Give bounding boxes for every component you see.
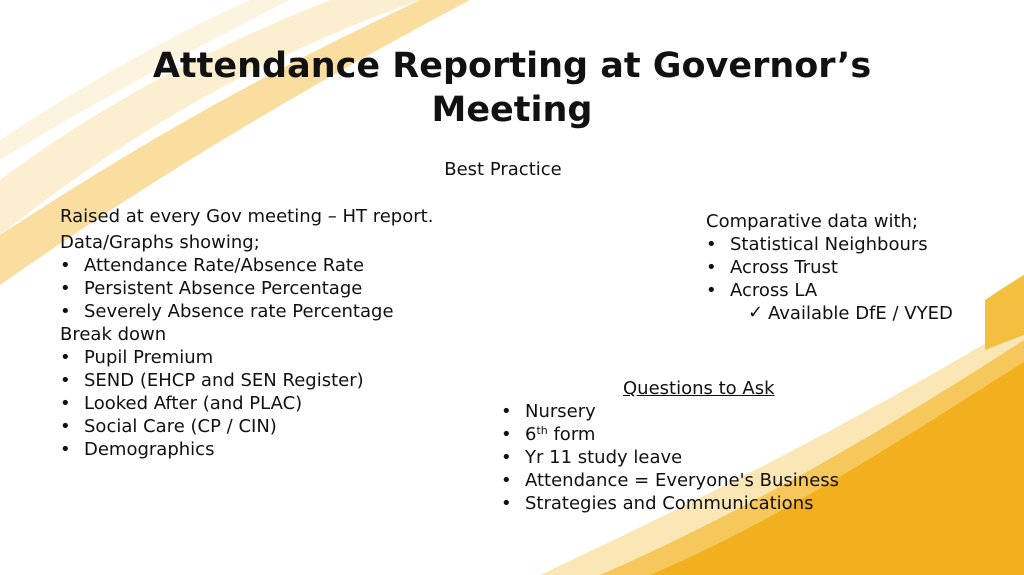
list-item: • Strategies and Communications (501, 492, 839, 515)
checkmark-icon: ✓ (748, 302, 764, 323)
list-item-text: form (547, 424, 596, 445)
ordinal-suffix: th (536, 424, 548, 437)
right-column (706, 210, 953, 325)
list-item: • Social Care (CP / CIN) (60, 415, 433, 438)
list-item: • Looked After (and PLAC) (60, 392, 433, 415)
left-column (60, 205, 433, 461)
slide-title: Attendance Reporting at Governor’s Meeting (152, 46, 872, 130)
check-item-label: Available DfE / VYED (768, 303, 953, 324)
list-item: • Pupil Premium (60, 346, 433, 369)
list-item: • Severely Absence rate Percentage (60, 300, 433, 323)
slide-subtitle: Best Practice (444, 159, 562, 180)
list-item: • SEND (EHCP and SEN Register) (60, 369, 433, 392)
list-item: • Persistent Absence Percentage (60, 277, 433, 300)
raised-every-meeting-text: Raised at every Gov meeting – HT report. (60, 206, 434, 227)
list-item (501, 423, 839, 446)
list-item: • Demographics (60, 438, 433, 461)
breakdown-label: Break down (60, 324, 167, 345)
comparative-data-heading: Comparative data with; (706, 211, 919, 232)
list-item: • Attendance Rate/Absence Rate (60, 254, 433, 277)
list-item: • Nursery (501, 400, 839, 423)
questions-heading: Questions to Ask (623, 378, 775, 399)
questions-section (501, 377, 839, 515)
data-graphs-label: Data/Graphs showing; (60, 232, 260, 253)
list-item: • Attendance = Everyone's Business (501, 469, 839, 492)
list-item: • Across Trust (706, 256, 953, 279)
list-item-number: 6 (525, 424, 537, 445)
check-list-item (706, 302, 953, 325)
list-item: • Yr 11 study leave (501, 446, 839, 469)
list-item: • Statistical Neighbours (706, 233, 953, 256)
list-item: • Across LA (706, 279, 953, 302)
